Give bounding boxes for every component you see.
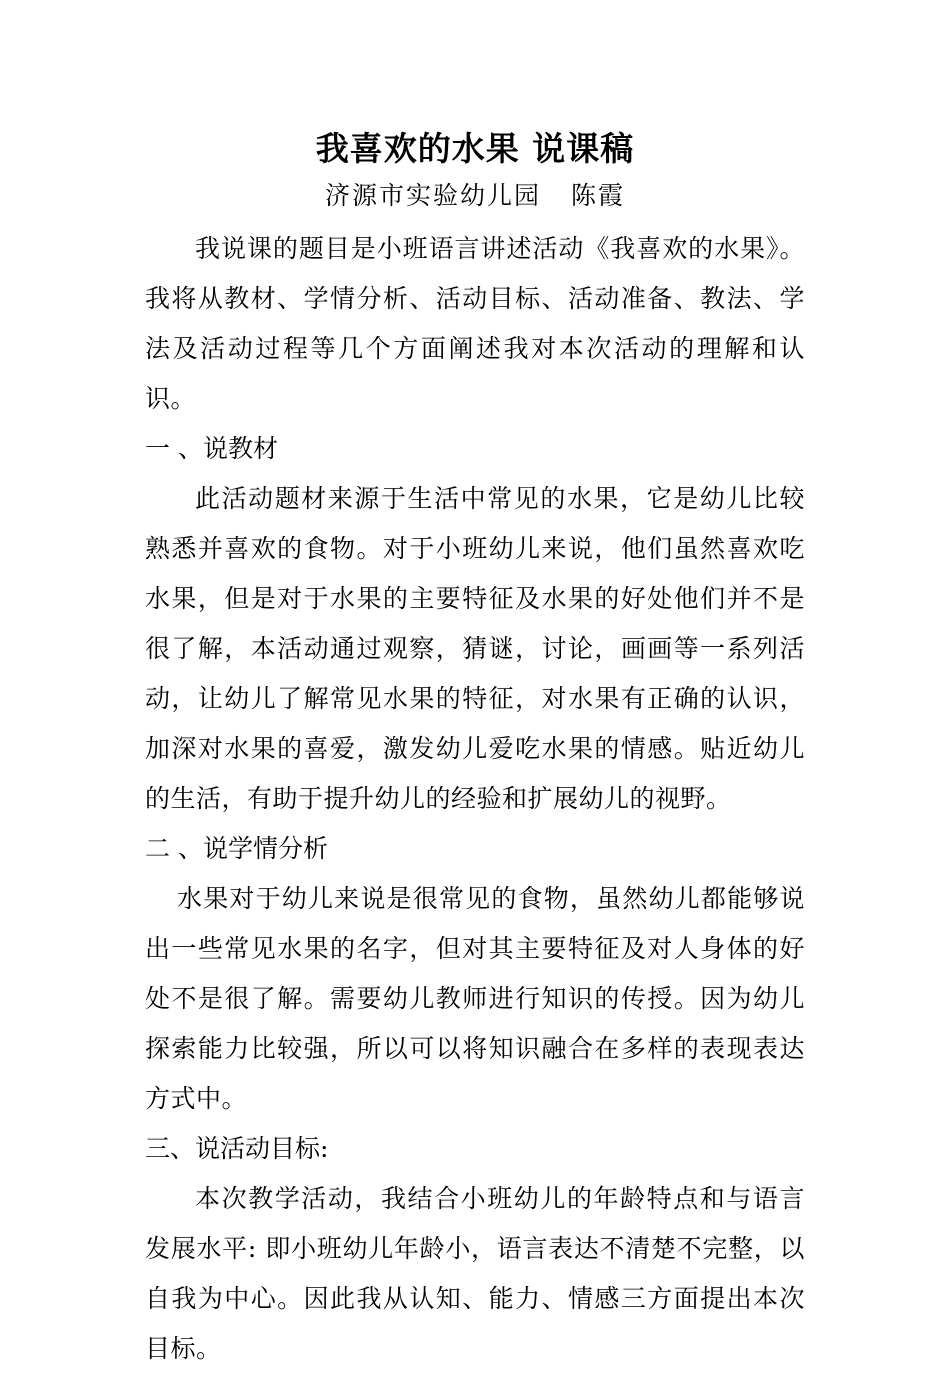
- section-body-analysis: 水果对于幼儿来说是很常见的食物，虽然幼儿都能够说出一些常见水果的名字，但对其主要特征及对人身体的好处不是很了解。需要幼儿教师进行知识的传授。因为幼儿探索能力比较强，所以可以将知识融合在多样的表现表达方式中。: [145, 884, 805, 1113]
- section-heading-analysis: 二 、说学情分析: [145, 834, 328, 863]
- intro-paragraph: 我说课的题目是小班语言讲述活动《我喜欢的水果》。我将从教材、学情分析、活动目标、活动准备、教法、学法及活动过程等几个方面阐述我对本次活动的理解和认识。: [145, 234, 805, 413]
- section-heading-textbook: 一 、说教材: [145, 434, 278, 463]
- section-body-goals: 本次教学活动，我结合小班幼儿的年龄特点和与语言发展水平: 即小班幼儿年龄小，语言表达不清楚不完整，以自我为中心。因此我从认知、能力、情感三方面提出本次目标。: [145, 1184, 805, 1363]
- section-body-textbook: 此活动题材来源于生活中常见的水果，它是幼儿比较熟悉并喜欢的食物。对于小班幼儿来说，他们虽然喜欢吃水果，但是对于水果的主要特征及水果的好处他们并不是很了解，本活动通过观察，猜谜，讨论，画画等一系列活动，让幼儿了解常见水果的特征，对水果有正确的认识，加深对水果的喜爱，激发幼儿爱吃水果的情感。贴近幼儿的生活，有助于提升幼儿的经验和扩展幼儿的视野。: [145, 484, 805, 813]
- document-title: 我喜欢的水果 说课稿: [315, 129, 635, 168]
- author-line: [145, 174, 805, 218]
- author-name: 陈霞: [571, 181, 626, 210]
- author-org: 济源市实验幼儿园: [324, 181, 541, 210]
- section-heading-goals: 三、说活动目标:: [145, 1134, 329, 1163]
